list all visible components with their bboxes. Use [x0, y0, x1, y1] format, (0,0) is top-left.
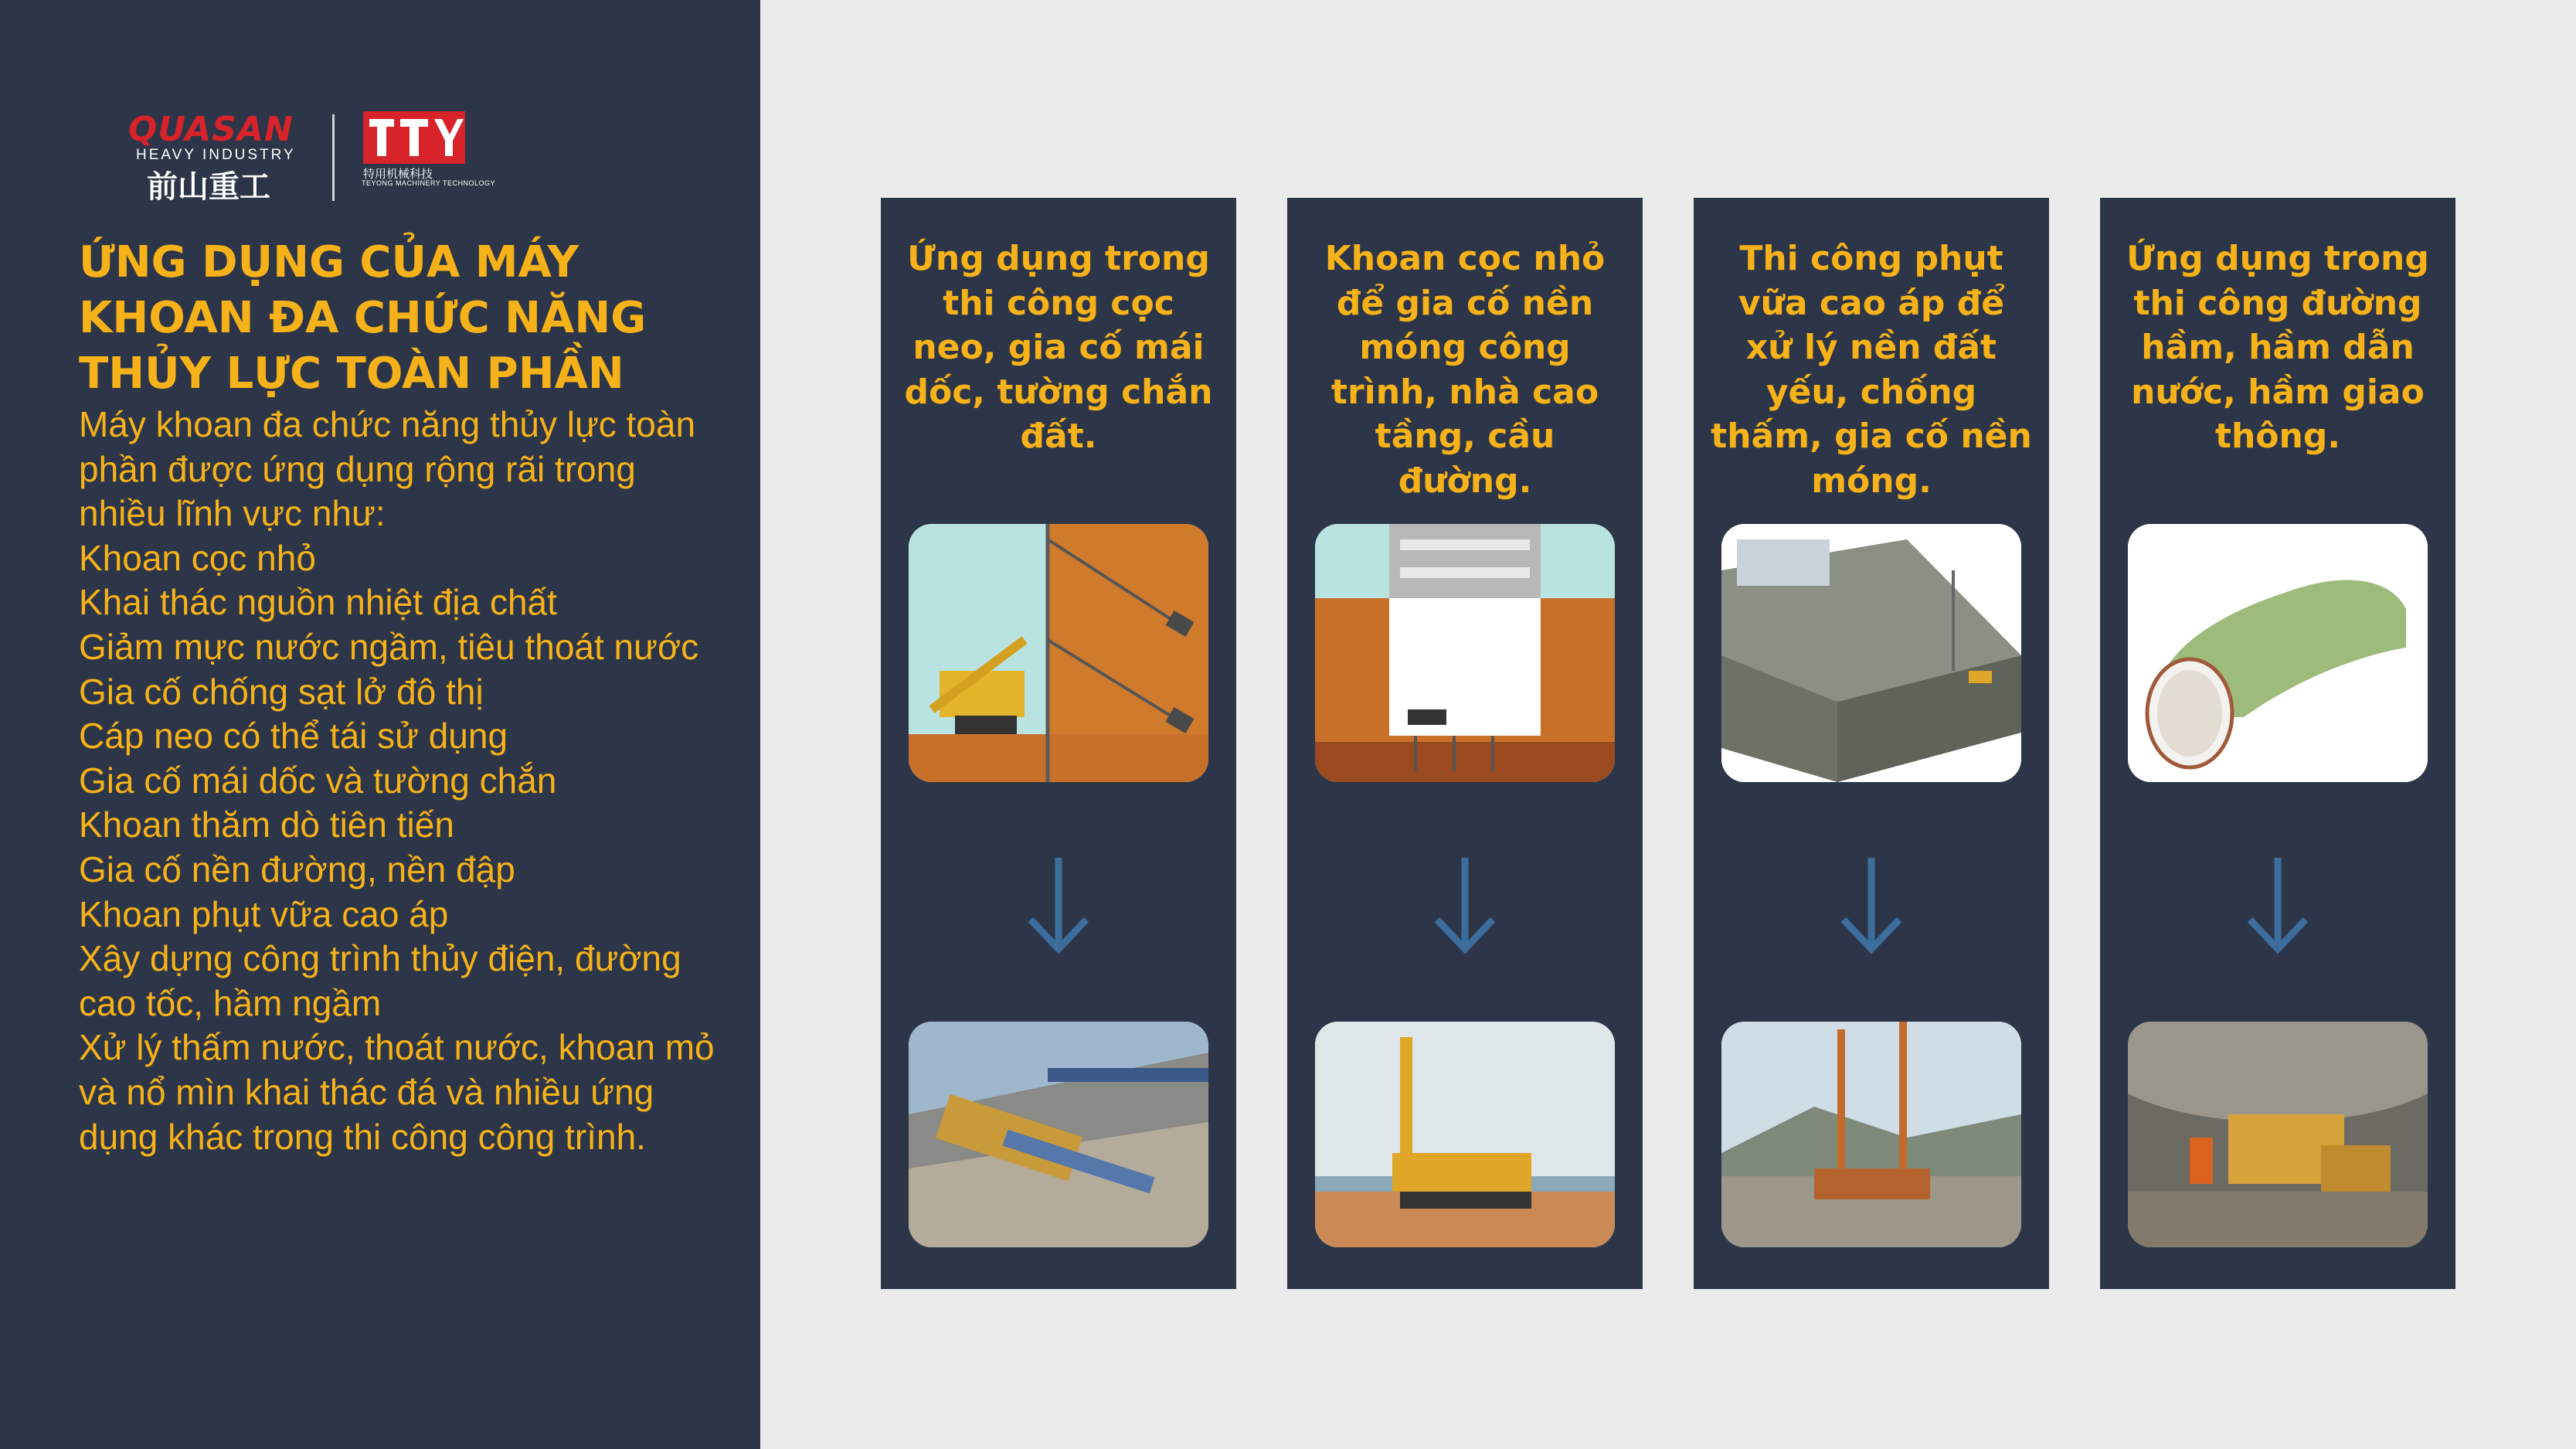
slope-anchor-diagram	[909, 524, 1208, 782]
intro-line: Máy khoan đa chức năng thủy lực toàn phần được ứng dụng rộng rãi trong nhiều lĩnh vực như:	[79, 404, 696, 534]
brand-wordmark: QUASAN	[128, 110, 294, 149]
grouting-site-photo	[1721, 1022, 2021, 1247]
intro-line: Gia cố mái dốc và tường chắn	[79, 760, 557, 801]
foundation-pile-diagram	[1315, 524, 1615, 782]
application-card-foundation	[1287, 198, 1643, 1289]
intro-line: Xử lý thấm nước, thoát nước, khoan mỏ và nổ mìn khai thác đá và nhiều ứng dụng khác trong thi công công trình.	[79, 1027, 715, 1157]
intro-line: Xây dựng công trình thủy điện, đường cao tốc, hầm ngầm	[79, 938, 681, 1023]
card-title: Thi công phụt vữa cao áp để xử lý nền đất yếu, chống thấm, gia cố nền móng.	[1711, 239, 2032, 501]
arrow-down-icon	[1432, 855, 1497, 955]
card-title: Ứng dụng trong thi công cọc neo, gia cố mái dốc, tường chắn đất.	[904, 239, 1213, 457]
tunnel-work-photo	[2128, 1022, 2428, 1247]
intro-text	[79, 403, 728, 1159]
partner-chinese-name: 特用机械科技	[363, 167, 433, 181]
arrow-down-icon	[2245, 855, 2310, 955]
drill-rig-photo	[1315, 1022, 1615, 1247]
application-card-slope	[881, 198, 1236, 1289]
slope-drill-photo	[909, 1022, 1208, 1247]
intro-line: Gia cố chống sạt lở đô thị	[79, 671, 484, 712]
card-title: Khoan cọc nhỏ để gia cố nền móng công trình, nhà cao tầng, cầu đường.	[1324, 239, 1606, 501]
brand-chinese-name: 前山重工	[147, 169, 270, 205]
intro-line: Cáp neo có thể tái sử dụng	[79, 716, 508, 757]
intro-line: Khoan thăm dò tiên tiến	[79, 804, 454, 845]
intro-line: Khai thác nguồn nhiệt địa chất	[79, 582, 557, 623]
intro-line: Khoan cọc nhỏ	[79, 537, 316, 578]
application-card-tunnel	[2100, 198, 2455, 1289]
logo-divider	[332, 114, 335, 201]
application-card-grouting	[1694, 198, 2049, 1289]
intro-line: Gia cố nền đường, nền đập	[79, 849, 515, 889]
intro-line: Giảm mực nước ngầm, tiêu thoát nước	[79, 626, 699, 667]
arrow-down-icon	[1839, 855, 1904, 955]
brand-logo	[128, 108, 496, 205]
site-3d-render	[1721, 524, 2021, 782]
partner-logo-icon	[363, 111, 465, 164]
brand-subtitle: HEAVY INDUSTRY	[136, 147, 296, 163]
tunnel-3d-model	[2128, 524, 2428, 782]
page-title: ỨNG DỤNG CỦA MÁY KHOAN ĐA CHỨC NĂNG THỦY LỰC TOÀN PHẦN	[79, 237, 647, 399]
arrow-down-icon	[1026, 855, 1091, 955]
sidebar	[0, 0, 760, 1449]
partner-subtitle: TEYONG MACHINERY TECHNOLOGY	[362, 179, 496, 187]
intro-line: Khoan phụt vữa cao áp	[79, 893, 449, 934]
card-title: Ứng dụng trong thi công đường hầm, hầm dẫn nước, hầm giao thông.	[2126, 239, 2429, 457]
